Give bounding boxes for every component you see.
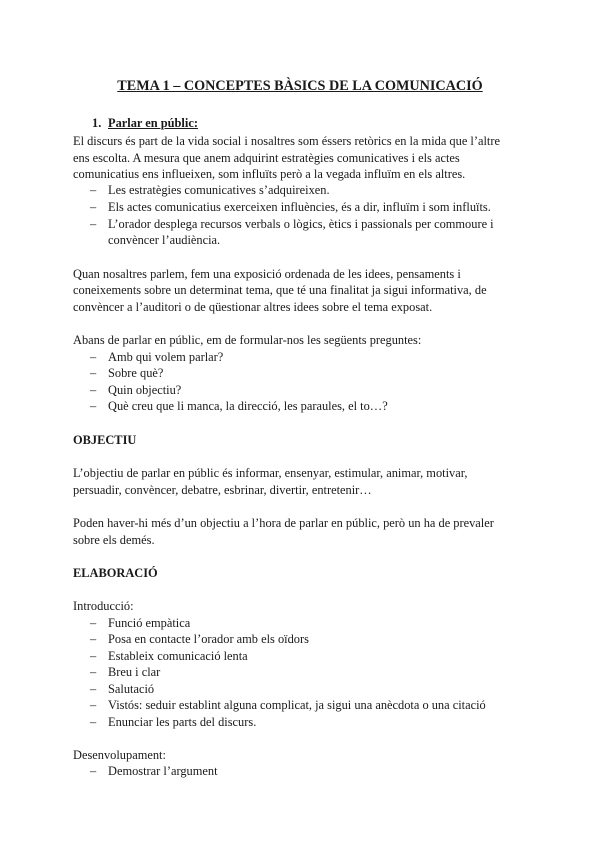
paragraph-line: L’objectiu de parlar en públic és informar, ensenyar, estimular, animar, motivar, [73, 466, 468, 480]
list-item: Breu i clar [108, 665, 161, 679]
bullet-dash: – [90, 383, 97, 397]
bullet-dash: – [90, 616, 97, 630]
section-heading: ELABORACIÓ [73, 566, 158, 580]
list-item: Enunciar les parts del discurs. [108, 715, 257, 729]
list-item: L’orador desplega recursos verbals o lògics, ètics i passionals per commoure i [108, 217, 494, 231]
paragraph-line: persuadir, convèncer, debatre, esbrinar, divertir, entretenir… [73, 483, 372, 497]
list-item: Quin objectiu? [108, 383, 182, 397]
paragraph-line: El discurs és part de la vida social i nosaltres som éssers retòrics en la mida que l’altre [73, 134, 500, 148]
paragraph-line: convèncer a l’auditori o de qüestionar altres idees sobre el tema exposat. [73, 300, 433, 314]
subsection-label: Introducció: [73, 599, 134, 613]
section-heading: OBJECTIU [73, 433, 137, 447]
list-item: Amb qui volem parlar? [108, 350, 224, 364]
list-item: Funció empàtica [108, 616, 191, 630]
bullet-dash: – [90, 665, 97, 679]
section-heading: Parlar en públic: [108, 116, 198, 130]
list-item: Què creu que li manca, la direcció, les paraules, el to…? [108, 399, 388, 413]
list-item: Estableix comunicació lenta [108, 649, 248, 663]
bullet-dash: – [90, 649, 97, 663]
paragraph-line: comunicatius ens influeixen, som influïts però a la vegada influïm en els altres. [73, 167, 466, 181]
section-number: 1. [92, 116, 102, 130]
list-item: Sobre què? [108, 366, 164, 380]
paragraph-line: Poden haver-hi més d’un objectiu a l’hora de parlar en públic, però un ha de prevaler [73, 516, 494, 530]
bullet-dash: – [90, 715, 97, 729]
list-item: Salutació [108, 682, 155, 696]
list-item: Vistós: seduir establint alguna complicat, ja sigui una anècdota o una citació [108, 698, 486, 712]
paragraph-line: Quan nosaltres parlem, fem una exposició ordenada de les idees, pensaments i [73, 267, 461, 281]
page-title: TEMA 1 – CONCEPTES BÀSICS DE LA COMUNICACIÓ [117, 78, 483, 94]
bullet-dash: – [90, 183, 97, 197]
paragraph-line: Abans de parlar en públic, em de formular-nos les següents preguntes: [73, 333, 422, 347]
list-item: Posa en contacte l’orador amb els oïdors [108, 632, 309, 646]
bullet-dash: – [90, 632, 97, 646]
bullet-dash: – [90, 200, 97, 214]
subsection-label: Desenvolupament: [73, 748, 166, 762]
bullet-dash: – [90, 682, 97, 696]
paragraph-line: coneixements sobre un determinat tema, que té una finalitat ja sigui informativa, de [73, 283, 487, 297]
list-item-continuation: convèncer l’audiència. [108, 233, 221, 247]
bullet-dash: – [90, 350, 97, 364]
bullet-dash: – [90, 217, 97, 231]
bullet-dash: – [90, 698, 97, 712]
paragraph-line: sobre els demés. [73, 533, 155, 547]
list-item: Demostrar l’argument [108, 764, 218, 778]
list-item: Els actes comunicatius exerceixen influències, és a dir, influïm i som influïts. [108, 200, 491, 214]
bullet-dash: – [90, 399, 97, 413]
bullet-dash: – [90, 764, 97, 778]
list-item: Les estratègies comunicatives s’adquireixen. [108, 183, 330, 197]
bullet-dash: – [90, 366, 97, 380]
paragraph-line: ens escolta. A mesura que anem adquirint estratègies comunicatives i els actes [73, 151, 460, 165]
